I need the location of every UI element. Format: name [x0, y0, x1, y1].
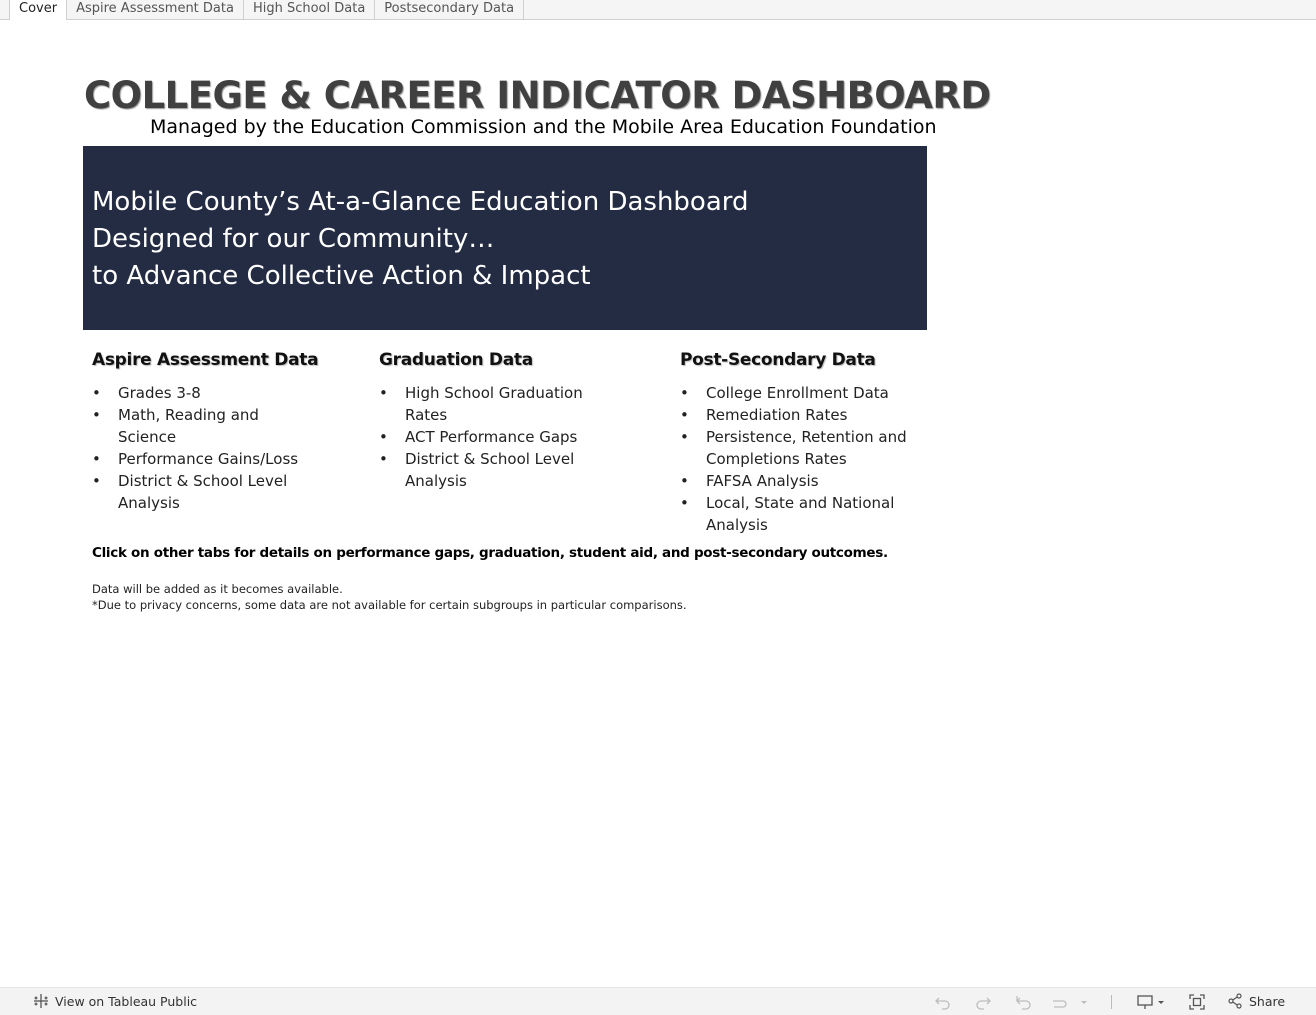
- tab-bar: [0, 0, 1316, 20]
- footnotes: [92, 581, 687, 613]
- tabs: [9, 0, 524, 20]
- tab-high-school-data[interactable]: High School Data: [244, 0, 375, 19]
- list-item: • Local, State and National Analysis: [680, 492, 925, 536]
- list-item: • Math, Reading and Science: [92, 404, 312, 448]
- graduation-list: [379, 382, 609, 492]
- footnote: *Due to privacy concerns, some data are not available for certain subgroups in particular comparisons.: [92, 598, 687, 612]
- revert-button[interactable]: [1014, 993, 1032, 1011]
- list-item: • Persistence, Retention and Completions Rates: [680, 426, 925, 470]
- list-item: • ACT Performance Gaps: [379, 426, 609, 448]
- download-button[interactable]: [1136, 993, 1166, 1011]
- list-item: • District & School Level Analysis: [92, 470, 312, 514]
- download-icon: [1136, 993, 1166, 1011]
- column-heading: Aspire Assessment Data: [92, 350, 319, 370]
- list-item: • Remediation Rates: [680, 404, 925, 426]
- view-on-tableau-public-link[interactable]: [33, 993, 197, 1009]
- list-item: • Performance Gains/Loss: [92, 448, 312, 470]
- aspire-column: [92, 350, 319, 514]
- toolbar-divider: [1111, 995, 1112, 1009]
- post-secondary-column: [680, 350, 925, 536]
- fullscreen-button[interactable]: [1188, 993, 1206, 1011]
- banner-line: Mobile County’s At-a-Glance Education Dashboard: [92, 187, 749, 217]
- undo-button[interactable]: [934, 993, 952, 1011]
- page-subtitle: Managed by the Education Commission and the Mobile Area Education Foundation: [150, 116, 937, 138]
- footnote: Data will be added as it becomes available.: [92, 582, 343, 596]
- hero-banner: [83, 146, 927, 330]
- view-on-tableau-label: View on Tableau Public: [55, 993, 198, 1009]
- banner-line: Designed for our Community…: [92, 224, 495, 254]
- tabs-instruction: Click on other tabs for details on performance gaps, graduation, student aid, and post-secondary outcomes.: [92, 545, 888, 561]
- share-label: Share: [1249, 993, 1286, 1009]
- refresh-icon: [1050, 993, 1068, 1011]
- share-icon: [1227, 993, 1243, 1009]
- list-item: • District & School Level Analysis: [379, 448, 609, 492]
- column-heading: Graduation Data: [379, 350, 533, 370]
- list-item: • College Enrollment Data: [680, 382, 925, 404]
- post-secondary-list: [680, 382, 925, 536]
- redo-button[interactable]: [974, 993, 992, 1011]
- list-item: • FAFSA Analysis: [680, 470, 925, 492]
- undo-icon: [934, 993, 952, 1011]
- fullscreen-icon: [1188, 993, 1206, 1011]
- redo-icon: [974, 993, 992, 1011]
- tab-cover[interactable]: Cover: [9, 0, 67, 20]
- share-button[interactable]: [1227, 993, 1285, 1009]
- graduation-column: [379, 350, 609, 492]
- aspire-list: [92, 382, 312, 514]
- tableau-logo-icon: [33, 993, 49, 1009]
- refresh-dropdown[interactable]: [1078, 993, 1090, 1011]
- column-heading: Post-Secondary Data: [680, 350, 876, 370]
- list-item: • Grades 3-8: [92, 382, 312, 404]
- banner-text: [92, 184, 749, 295]
- tableau-toolbar: [0, 987, 1316, 1015]
- page-title: COLLEGE & CAREER INDICATOR DASHBOARD: [84, 74, 991, 117]
- dropdown-icon: [1078, 993, 1090, 1011]
- revert-icon: [1014, 993, 1032, 1011]
- refresh-button[interactable]: [1050, 993, 1068, 1011]
- tab-postsecondary-data[interactable]: Postsecondary Data: [375, 0, 524, 19]
- list-item: • High School Graduation Rates: [379, 382, 609, 426]
- banner-line: to Advance Collective Action & Impact: [92, 261, 591, 291]
- tab-aspire-assessment-data[interactable]: Aspire Assessment Data: [67, 0, 244, 19]
